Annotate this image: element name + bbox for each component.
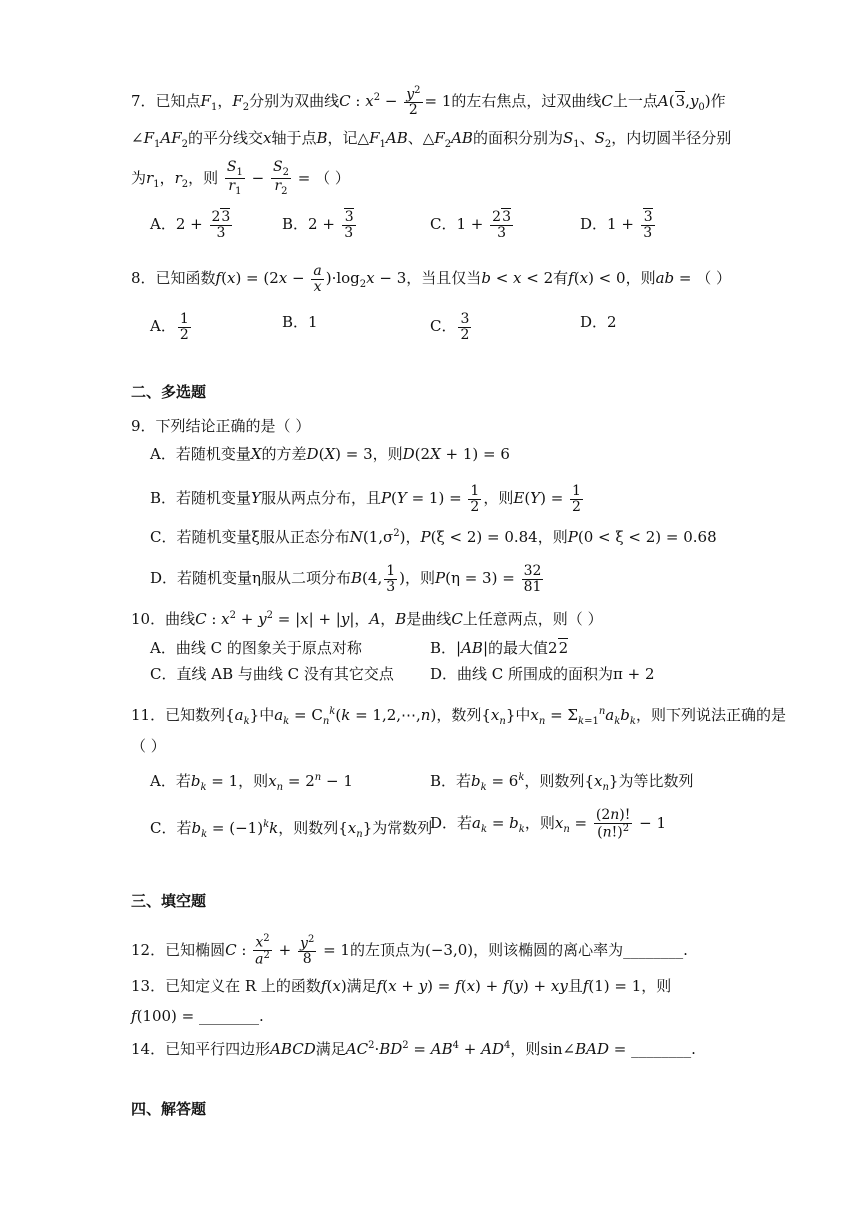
- q10-option-a: A．曲线 C 的图象关于原点对称: [150, 639, 362, 657]
- q12-stem: 12．已知椭圆C : $\frac{x^2}{a^2}$ + $\frac{y^2}{8}$ = 1的左顶点为(−3,0)，则该椭圆的离心率为________.: [131, 933, 688, 968]
- q11-option-b: B．若$b_k = 6^k$，则数列$\{x_n\}$为等比数列: [430, 772, 694, 793]
- q8-option-d: D．2: [580, 313, 617, 331]
- q9-option-d: D．若随机变量η服从二项分布B(4, $\frac{1}{3}$ )，则P(η = 3) = $\frac{32}{81}$: [150, 563, 542, 595]
- q10-option-b: B．|AB|的最大值22: [430, 639, 569, 657]
- q9-option-b: B．若随机变量Y服从两点分布，且P(Y = 1) = $\frac{1}{2}$ ，则E(Y) = $\frac{1}{2}$: [150, 483, 581, 515]
- q12-answer-blank[interactable]: ________.: [623, 940, 688, 959]
- section-multi-choice: 二、多选题: [131, 383, 207, 401]
- q7-option-b: B．2 + $\frac{3}{3}$: [282, 209, 354, 241]
- q14-answer-blank[interactable]: ________.: [631, 1040, 696, 1058]
- q7-option-a: A．2 + $\frac{23}{3}$: [150, 209, 231, 241]
- q11-option-c: C．若$b_k = (-1)^kk$，则数列$\{x_n\}$为常数列: [150, 819, 433, 840]
- q11-paren: （ ）: [131, 737, 166, 755]
- section-solutions: 四、解答题: [131, 1100, 207, 1118]
- q10-stem: 10．曲线C : $x^2 + y^2 = |x| + |y|$，A，B是曲线C上任意两点，则（ ）: [131, 610, 603, 628]
- q11-option-a: A．若$b_k = 1$，则$x_n = 2^n - 1$: [150, 772, 353, 793]
- q9-option-a: A．若随机变量X的方差D(X) = 3，则D(2X + 1) = 6: [150, 445, 510, 463]
- section-fill-in: 三、填空题: [131, 892, 207, 910]
- q7-option-c: C．1 + $\frac{23}{3}$: [430, 209, 511, 241]
- q10-option-d: D．曲线 C 所围成的面积为π + 2: [430, 665, 655, 683]
- q13-answer-blank[interactable]: ________.: [199, 1007, 264, 1025]
- q7-line1: 7．已知点$F_1$，$F_2$分别为双曲线C : $x^2$ − $\frac{y^2}{2}$ = 1的左右焦点，过双曲线C上一点$A(3,y_0)$作: [131, 85, 726, 119]
- q13-stem: 13．已知定义在 R 上的函数f(x)满足f(x + y) = f(x) + f(y) + xy且f(1) = 1，则: [131, 977, 672, 995]
- q8-option-c: C． $\frac{3}{2}$: [430, 311, 470, 343]
- q10-option-c: C．直线 AB 与曲线 C 没有其它交点: [150, 665, 394, 683]
- q8-stem: 8．已知函数f(x) = (2x − $\frac{a}{x}$ )$\cdot\log_2x - 3$，当且仅当b < x < 2有f(x) < 0，则ab = （ ）: [131, 263, 732, 295]
- q7-option-d: D．1 + $\frac{3}{3}$: [580, 209, 653, 241]
- q14-stem: 14．已知平行四边形ABCD满足$AC^2\cdot BD^2 = AB^4 + AD^4$，则sin∠BAD = ________.: [131, 1040, 696, 1058]
- q7-line2: $\angle F_1AF_2$的平分线交x轴于点B，记$\triangle F_1AB$、$\triangle F_2AB$的面积分别为$S_1$、$S_2$，内切圆半径分别: [131, 129, 732, 150]
- q11-stem: 11．已知数列$\{a_k\}$中$a_k = C_n^k(k$ = 1,2,⋯,n)，数列$\{x_n\}$中$x_n = \Sigma_{k=1}^na_kb_k$，则下列说法正确的是: [131, 706, 786, 727]
- q8-option-a: A． $\frac{1}{2}$: [150, 311, 189, 343]
- q13-line2: f(100) = ________.: [131, 1007, 264, 1025]
- q11-option-d: D．若$a_k = b_k$，则$x_n$ = $\frac{(2n)!}{(n!)^2}$ − 1: [430, 807, 667, 841]
- q8-option-b: B．1: [282, 313, 318, 331]
- q9-stem: 9．下列结论正确的是（ ）: [131, 417, 311, 435]
- q7-line3: 为$r_1$，$r_2$，则 $\frac{S_1}{r_1}$ − $\frac{S_2}{r_2}$ = （ ）: [131, 159, 350, 198]
- q9-option-c: C．若随机变量ξ服从正态分布$N(1,\sigma^2)$，P(ξ < 2) = 0.84，则P(0 < ξ < 2) = 0.68: [150, 528, 717, 546]
